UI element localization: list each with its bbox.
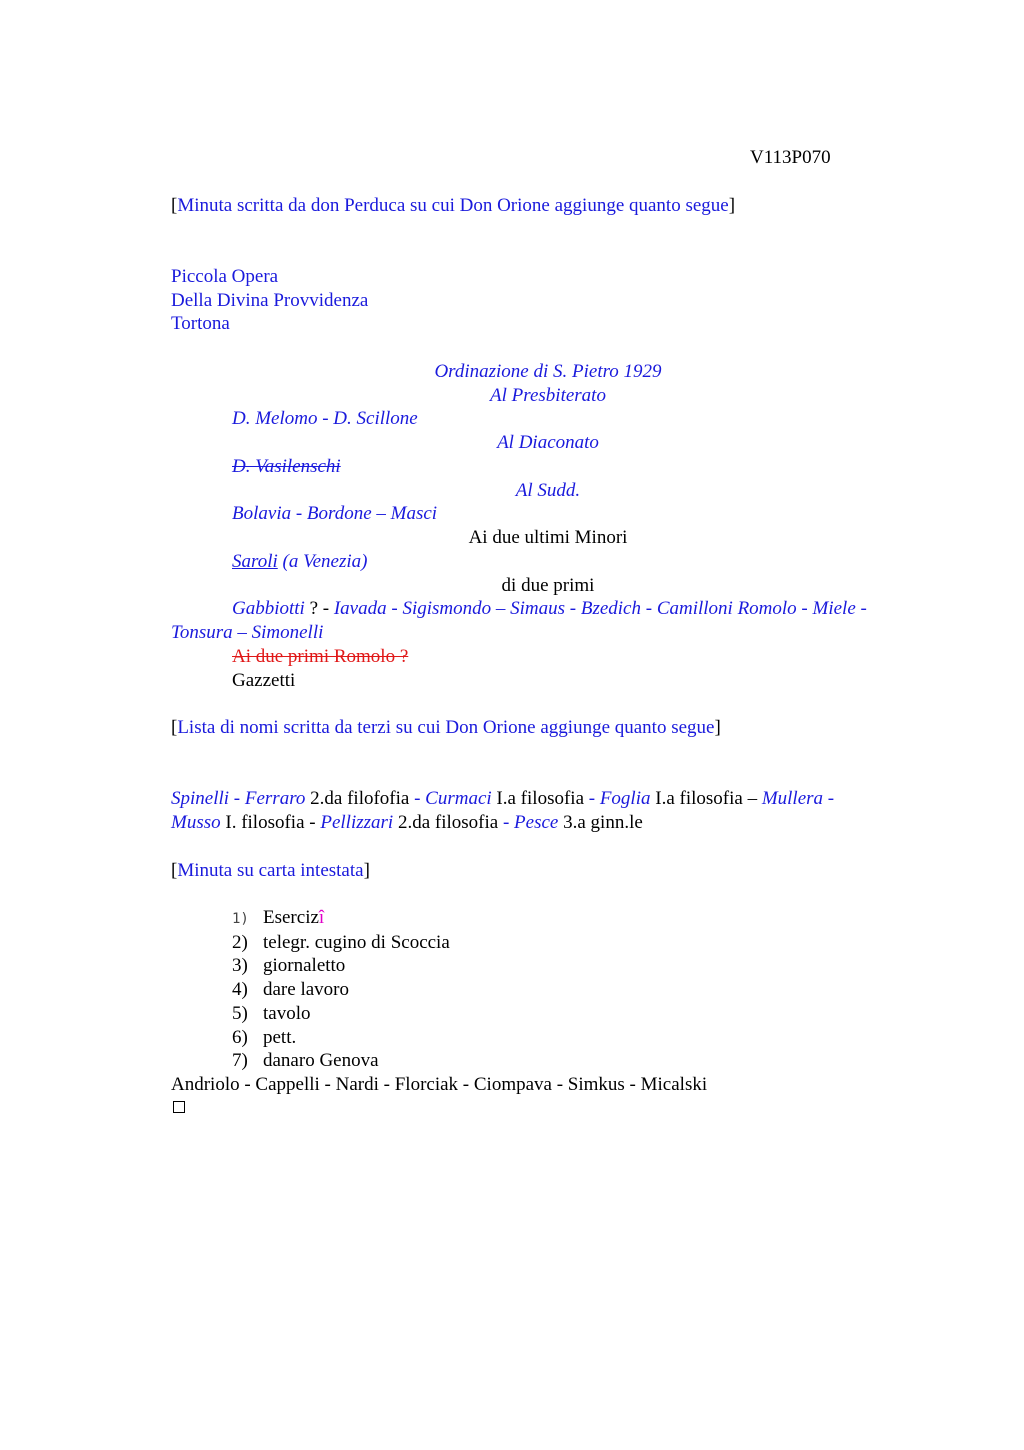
primi-question: ? -	[304, 598, 334, 619]
primi-names-line-1	[232, 597, 867, 621]
saroli-underlined: Saroli	[232, 551, 278, 572]
task-number: 4)	[232, 979, 248, 1000]
names-list-line-2	[171, 811, 643, 835]
task-item-1	[232, 906, 324, 931]
task-item-6	[232, 1026, 296, 1050]
task-number: 5)	[232, 1003, 248, 1024]
task-number: 2)	[232, 932, 248, 953]
note-text: Lista di nomi scritta da terzi su cui Don Orione aggiunge quanto segue	[177, 717, 715, 738]
struck-red-line: Ai due primi Romolo ?	[232, 646, 409, 667]
task-text: pett.	[263, 1027, 297, 1048]
name-curmaci: Curmaci	[425, 788, 492, 809]
minori-name-rest: (a Venezia)	[277, 551, 368, 572]
presbiterato-heading: Al Presbiterato	[490, 385, 606, 406]
course-text: I.a filosofia –	[650, 788, 762, 809]
course-text: I.a filosofia	[491, 788, 589, 809]
final-names-line: Andriolo - Cappelli - Nardi - Florciak - Ciompava - Simkus - Micalski	[171, 1074, 708, 1095]
presbiterato-names: D. Melomo - D. Scillone	[232, 408, 418, 429]
separator: -	[414, 788, 426, 809]
gazzetti-line: Gazzetti	[232, 670, 296, 691]
diaconato-names-struck: D. Vasilenschi	[232, 456, 341, 477]
separator: -	[588, 788, 600, 809]
note-text: Minuta su carta intestata	[177, 860, 364, 881]
editorial-note-1	[171, 194, 735, 218]
bracket-close: ]	[714, 717, 721, 738]
diaconato-heading: Al Diaconato	[497, 432, 599, 453]
sudd-heading: Al Sudd.	[515, 480, 581, 501]
task-text: giornaletto	[263, 955, 346, 976]
course-text: I. filosofia -	[220, 812, 321, 833]
letterhead-line-1: Piccola Opera	[171, 266, 279, 287]
task-item-4	[232, 978, 349, 1002]
task-accent: î	[318, 907, 325, 928]
bracket-close: ]	[728, 195, 736, 216]
name-musso: Musso	[171, 812, 221, 833]
task-text: dare lavoro	[263, 979, 349, 1000]
minori-names	[232, 550, 367, 574]
task-number: 1)	[232, 911, 249, 927]
letterhead-line-2: Della Divina Provvidenza	[171, 290, 369, 311]
sudd-names: Bolavia - Bordone – Masci	[232, 503, 438, 524]
document-code: V113P070	[750, 147, 831, 168]
bracket-open: [	[171, 195, 178, 216]
primi-first-name: Gabbiotti	[232, 598, 305, 619]
name-pellizzari: Pellizzari	[320, 812, 394, 833]
task-number: 6)	[232, 1027, 248, 1048]
task-item-5	[232, 1002, 311, 1026]
task-item-7	[232, 1049, 379, 1073]
editorial-note-3	[171, 859, 370, 883]
task-text: danaro Genova	[263, 1050, 379, 1071]
bracket-open: [	[171, 717, 178, 738]
course-text: 3.a ginn.le	[558, 812, 643, 833]
ordination-title: Ordinazione di S. Pietro 1929	[434, 361, 662, 382]
task-number: 7)	[232, 1050, 248, 1071]
primi-rest-names: Iavada - Sigismondo – Simaus - Bzedich - Camilloni Romolo - Miele -	[333, 598, 867, 619]
editorial-note-2	[171, 716, 721, 740]
names-list-line-1	[171, 787, 834, 811]
primi-heading: di due primi	[501, 575, 595, 596]
course-text: 2.da filofofia	[305, 788, 415, 809]
task-number: 3)	[232, 955, 248, 976]
name-pesce: - Pesce	[502, 812, 559, 833]
name-mullera: Mullera -	[761, 788, 835, 809]
bracket-close: ]	[363, 860, 370, 881]
name-foglia: Foglia	[599, 788, 651, 809]
task-text: telegr. cugino di Scoccia	[263, 932, 450, 953]
bracket-open: [	[171, 860, 178, 881]
task-item-2	[232, 931, 450, 955]
checkbox-square-icon	[173, 1101, 185, 1113]
task-item-3	[232, 954, 345, 978]
course-text: 2.da filosofia	[393, 812, 503, 833]
primi-names-line-2: Tonsura – Simonelli	[171, 622, 324, 643]
letterhead-line-3: Tortona	[171, 313, 230, 334]
task-text: Eserciz	[263, 907, 319, 928]
note-text: Minuta scritta da don Perduca su cui Don Orione aggiunge quanto segue	[177, 195, 729, 216]
task-text: tavolo	[263, 1003, 311, 1024]
minori-heading: Ai due ultimi Minori	[468, 527, 628, 548]
name-spinelli-ferraro: Spinelli - Ferraro	[171, 788, 306, 809]
